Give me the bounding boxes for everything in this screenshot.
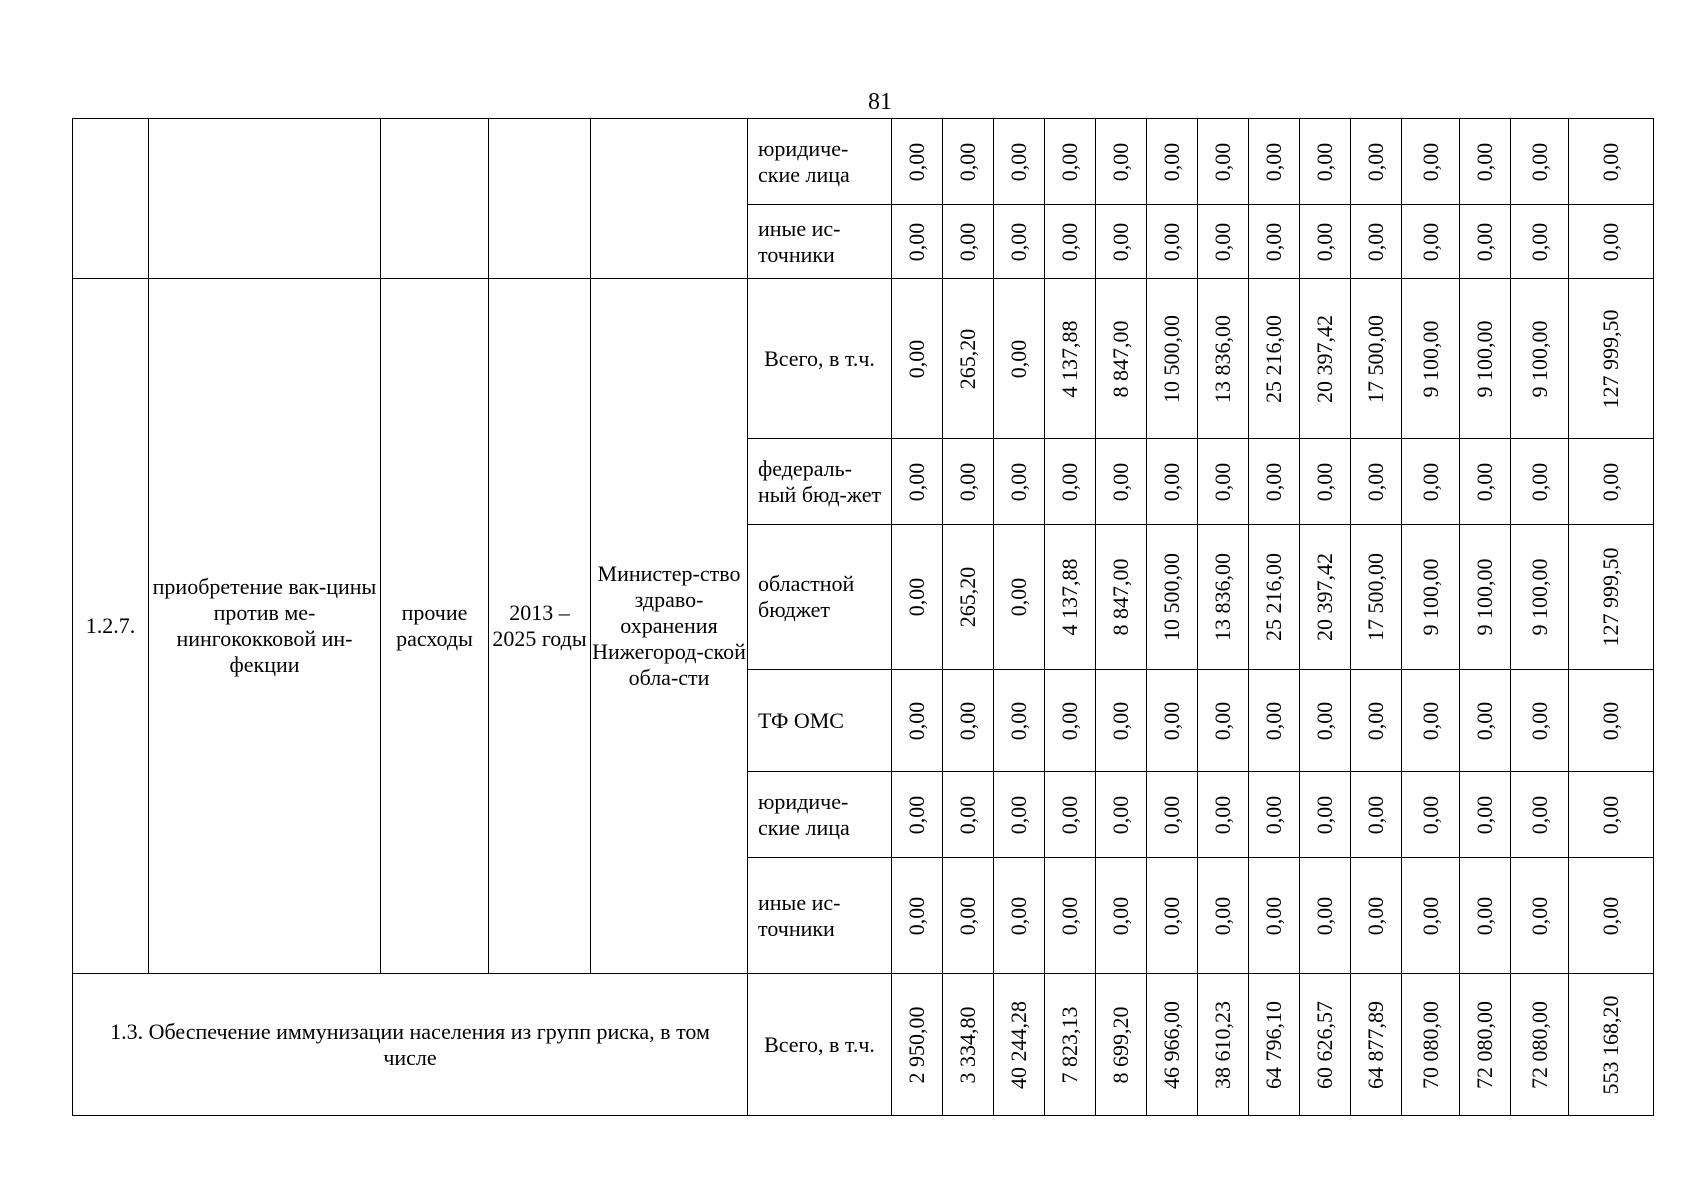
value-cell xyxy=(1402,439,1460,525)
value-text: 0,00 xyxy=(1598,795,1623,834)
value-text: 0,00 xyxy=(1210,142,1235,181)
value-cell xyxy=(1300,279,1351,439)
value-text: 4 137,88 xyxy=(1057,320,1082,397)
value-cell xyxy=(1402,119,1460,205)
value-cell xyxy=(1569,439,1654,525)
value-text: 13 836,00 xyxy=(1210,314,1235,403)
value-text: 0,00 xyxy=(1108,222,1133,261)
value-cell xyxy=(1300,670,1351,772)
value-cell xyxy=(1300,439,1351,525)
value-cell xyxy=(892,772,943,858)
value-text: 0,00 xyxy=(1108,142,1133,181)
value-text: 0,00 xyxy=(1057,701,1082,740)
value-cell xyxy=(1511,205,1569,279)
value-cell xyxy=(1300,858,1351,974)
value-text: 8 699,20 xyxy=(1108,1006,1133,1083)
value-cell xyxy=(1198,119,1249,205)
source-label: юридиче-ские лица xyxy=(748,772,892,858)
section-title: 1.3. Обеспечение иммунизации населения из групп риска, в том числе xyxy=(73,974,748,1116)
value-cell xyxy=(943,279,994,439)
value-cell xyxy=(994,525,1045,670)
value-cell xyxy=(1569,772,1654,858)
value-cell xyxy=(1511,772,1569,858)
value-cell xyxy=(1460,670,1511,772)
value-cell xyxy=(1198,974,1249,1116)
value-cell xyxy=(1147,670,1198,772)
value-cell xyxy=(892,279,943,439)
value-text: 3 334,80 xyxy=(955,1006,980,1083)
value-cell xyxy=(1147,119,1198,205)
value-cell xyxy=(1096,439,1147,525)
value-text: 0,00 xyxy=(1057,896,1082,935)
value-text: 0,00 xyxy=(1261,142,1286,181)
value-text: 0,00 xyxy=(1312,462,1337,501)
value-text: 72 080,00 xyxy=(1526,1000,1552,1089)
value-text: 0,00 xyxy=(1261,795,1286,834)
value-cell xyxy=(1569,858,1654,974)
value-cell xyxy=(1569,974,1654,1116)
value-cell xyxy=(1511,439,1569,525)
value-text: 0,00 xyxy=(1312,795,1337,834)
source-label: иные ис-точники xyxy=(748,205,892,279)
value-text: 0,00 xyxy=(1159,142,1184,181)
value-cell xyxy=(1351,772,1402,858)
value-text: 0,00 xyxy=(1417,222,1443,261)
value-text: 265,20 xyxy=(955,328,980,389)
section-label: Всего, в т.ч. xyxy=(748,974,892,1116)
value-text: 0,00 xyxy=(1006,339,1031,378)
value-text: 0,00 xyxy=(904,339,929,378)
value-cell xyxy=(1351,439,1402,525)
value-text: 0,00 xyxy=(1472,222,1497,261)
value-cell xyxy=(1249,119,1300,205)
value-text: 10 500,00 xyxy=(1159,553,1184,641)
value-cell xyxy=(1249,858,1300,974)
value-cell xyxy=(1569,670,1654,772)
value-text: 46 966,00 xyxy=(1159,1000,1184,1089)
value-cell xyxy=(1402,525,1460,670)
value-cell xyxy=(1569,279,1654,439)
value-text: 0,00 xyxy=(1417,896,1443,935)
value-cell xyxy=(892,439,943,525)
value-text: 0,00 xyxy=(904,701,929,740)
value-cell xyxy=(1511,279,1569,439)
value-text: 72 080,00 xyxy=(1472,1000,1497,1089)
value-text: 20 397,42 xyxy=(1312,553,1337,641)
value-text: 7 823,13 xyxy=(1057,1006,1082,1083)
value-text: 9 100,00 xyxy=(1472,320,1497,397)
value-cell xyxy=(1300,772,1351,858)
value-cell xyxy=(1045,439,1096,525)
source-label: ТФ ОМС xyxy=(748,670,892,772)
value-cell xyxy=(1147,974,1198,1116)
value-cell xyxy=(1198,670,1249,772)
value-text: 0,00 xyxy=(1598,701,1623,740)
item-type: прочие расходы xyxy=(381,279,489,974)
value-text: 0,00 xyxy=(1363,462,1388,501)
value-text: 2 950,00 xyxy=(904,1006,929,1083)
value-cell xyxy=(943,772,994,858)
value-text: 0,00 xyxy=(1006,222,1031,261)
value-cell xyxy=(1045,279,1096,439)
value-text: 8 847,00 xyxy=(1108,320,1133,397)
item-number: 1.2.7. xyxy=(73,279,149,974)
value-cell xyxy=(1198,205,1249,279)
value-text: 0,00 xyxy=(1598,222,1623,261)
value-cell xyxy=(892,525,943,670)
value-text: 553 168,20 xyxy=(1598,995,1623,1094)
source-label: Всего, в т.ч. xyxy=(748,279,892,439)
value-text: 0,00 xyxy=(955,701,980,740)
value-text: 25 216,00 xyxy=(1261,553,1286,641)
value-cell xyxy=(1460,974,1511,1116)
value-text: 0,00 xyxy=(955,142,980,181)
value-cell xyxy=(1460,279,1511,439)
value-cell xyxy=(1511,858,1569,974)
value-cell xyxy=(1460,205,1511,279)
value-text: 0,00 xyxy=(1210,795,1235,834)
value-cell xyxy=(1096,974,1147,1116)
value-text: 0,00 xyxy=(955,795,980,834)
value-cell xyxy=(1300,119,1351,205)
value-cell xyxy=(1402,205,1460,279)
value-cell xyxy=(943,670,994,772)
value-text: 40 244,28 xyxy=(1006,1000,1031,1089)
value-cell xyxy=(1147,858,1198,974)
value-cell xyxy=(1460,439,1511,525)
value-text: 0,00 xyxy=(955,462,980,501)
value-cell xyxy=(1402,974,1460,1116)
value-text: 0,00 xyxy=(1210,896,1235,935)
page-number: 81 xyxy=(868,89,892,115)
value-cell xyxy=(1045,525,1096,670)
value-cell xyxy=(892,205,943,279)
value-text: 0,00 xyxy=(1006,701,1031,740)
empty-cell-executor xyxy=(591,119,748,279)
value-cell xyxy=(1402,670,1460,772)
value-cell xyxy=(1249,439,1300,525)
value-text: 9 100,00 xyxy=(1526,558,1552,636)
value-text: 0,00 xyxy=(1210,222,1235,261)
value-text: 0,00 xyxy=(1159,896,1184,935)
value-text: 0,00 xyxy=(1417,701,1443,740)
value-text: 0,00 xyxy=(1057,462,1082,501)
value-cell xyxy=(1096,525,1147,670)
value-cell xyxy=(1096,670,1147,772)
value-cell xyxy=(1569,525,1654,670)
table-row xyxy=(73,279,1654,439)
value-cell xyxy=(1460,119,1511,205)
value-cell xyxy=(1045,670,1096,772)
empty-cell-name xyxy=(149,119,381,279)
value-text: 9 100,00 xyxy=(1417,558,1443,636)
value-text: 0,00 xyxy=(904,142,929,181)
value-text: 0,00 xyxy=(1526,142,1552,181)
value-cell xyxy=(1249,670,1300,772)
value-cell xyxy=(1402,858,1460,974)
value-cell xyxy=(994,439,1045,525)
value-text: 0,00 xyxy=(904,462,929,501)
value-cell xyxy=(1045,858,1096,974)
value-text: 0,00 xyxy=(1108,795,1133,834)
item-executor: Министер-ство здраво-охранения Нижегород-ской обла-сти xyxy=(591,279,748,974)
value-cell xyxy=(1569,205,1654,279)
value-text: 0,00 xyxy=(904,896,929,935)
value-cell xyxy=(1045,119,1096,205)
value-text: 0,00 xyxy=(1006,462,1031,501)
value-text: 0,00 xyxy=(1598,142,1623,181)
value-text: 0,00 xyxy=(1108,462,1133,501)
value-cell xyxy=(892,670,943,772)
value-cell xyxy=(943,119,994,205)
value-text: 0,00 xyxy=(1472,462,1497,501)
value-cell xyxy=(1147,772,1198,858)
value-cell xyxy=(1460,772,1511,858)
value-cell xyxy=(1045,772,1096,858)
value-text: 127 999,50 xyxy=(1598,309,1623,408)
value-text: 0,00 xyxy=(1526,795,1552,834)
empty-cell-number xyxy=(73,119,149,279)
value-cell xyxy=(1147,279,1198,439)
value-text: 0,00 xyxy=(1417,462,1443,501)
value-text: 0,00 xyxy=(1363,142,1388,181)
empty-cell-period xyxy=(489,119,591,279)
value-text: 64 877,89 xyxy=(1363,1000,1388,1089)
value-cell xyxy=(1511,670,1569,772)
value-cell xyxy=(943,525,994,670)
value-text: 0,00 xyxy=(1006,577,1031,617)
value-cell xyxy=(1096,858,1147,974)
value-text: 64 796,10 xyxy=(1261,1000,1286,1089)
value-text: 9 100,00 xyxy=(1526,320,1552,397)
value-cell xyxy=(1300,974,1351,1116)
value-cell xyxy=(1351,974,1402,1116)
value-cell xyxy=(1460,858,1511,974)
value-text: 0,00 xyxy=(1006,795,1031,834)
value-cell xyxy=(1096,119,1147,205)
value-text: 4 137,88 xyxy=(1057,558,1082,636)
value-text: 0,00 xyxy=(1363,222,1388,261)
value-cell xyxy=(1249,772,1300,858)
value-cell xyxy=(1045,205,1096,279)
value-text: 17 500,00 xyxy=(1363,553,1388,641)
value-text: 0,00 xyxy=(1472,701,1497,740)
section-row xyxy=(73,974,1654,1116)
value-cell xyxy=(1198,439,1249,525)
value-text: 8 847,00 xyxy=(1108,558,1133,636)
table-row xyxy=(73,119,1654,205)
value-text: 0,00 xyxy=(1057,222,1082,261)
value-text: 0,00 xyxy=(1312,142,1337,181)
value-text: 0,00 xyxy=(1159,462,1184,501)
value-text: 0,00 xyxy=(1417,142,1443,181)
value-cell xyxy=(892,858,943,974)
value-cell xyxy=(1569,119,1654,205)
value-cell xyxy=(1511,525,1569,670)
value-cell xyxy=(943,439,994,525)
value-text: 0,00 xyxy=(1312,222,1337,261)
value-text: 0,00 xyxy=(1598,896,1623,935)
value-cell xyxy=(1198,279,1249,439)
value-text: 38 610,23 xyxy=(1210,1000,1235,1089)
value-text: 0,00 xyxy=(1417,795,1443,834)
value-cell xyxy=(1096,279,1147,439)
source-label: иные ис-точники xyxy=(748,858,892,974)
value-text: 0,00 xyxy=(1472,795,1497,834)
value-cell xyxy=(1198,772,1249,858)
value-text: 0,00 xyxy=(1057,795,1082,834)
value-cell xyxy=(1096,205,1147,279)
value-cell xyxy=(1351,525,1402,670)
value-text: 0,00 xyxy=(1006,142,1031,181)
value-text: 0,00 xyxy=(1472,142,1497,181)
value-cell xyxy=(1045,974,1096,1116)
value-cell xyxy=(892,974,943,1116)
value-cell xyxy=(1511,974,1569,1116)
value-cell xyxy=(1300,525,1351,670)
value-text: 0,00 xyxy=(1363,701,1388,740)
value-text: 17 500,00 xyxy=(1363,314,1388,403)
value-text: 0,00 xyxy=(955,896,980,935)
value-cell xyxy=(1351,670,1402,772)
value-text: 0,00 xyxy=(1108,701,1133,740)
value-cell xyxy=(994,772,1045,858)
value-cell xyxy=(994,670,1045,772)
value-cell xyxy=(1249,525,1300,670)
value-cell xyxy=(1198,858,1249,974)
value-cell xyxy=(1147,439,1198,525)
value-text: 0,00 xyxy=(1526,701,1552,740)
value-text: 0,00 xyxy=(1108,896,1133,935)
value-cell xyxy=(1402,279,1460,439)
value-cell xyxy=(1249,205,1300,279)
value-text: 25 216,00 xyxy=(1261,314,1286,403)
source-label: юридиче-ские лица xyxy=(748,119,892,205)
source-label: областной бюджет xyxy=(748,525,892,670)
value-cell xyxy=(1402,772,1460,858)
value-text: 0,00 xyxy=(1057,142,1082,181)
value-cell xyxy=(1460,525,1511,670)
value-text: 10 500,00 xyxy=(1159,314,1184,403)
value-cell xyxy=(994,974,1045,1116)
value-text: 0,00 xyxy=(1472,896,1497,935)
value-text: 0,00 xyxy=(1210,701,1235,740)
value-cell xyxy=(1351,119,1402,205)
value-text: 0,00 xyxy=(1159,701,1184,740)
value-text: 0,00 xyxy=(904,222,929,261)
value-text: 0,00 xyxy=(904,795,929,834)
value-text: 0,00 xyxy=(1210,462,1235,501)
value-cell xyxy=(892,119,943,205)
value-cell xyxy=(1249,974,1300,1116)
value-cell xyxy=(1351,858,1402,974)
value-cell xyxy=(1249,279,1300,439)
value-text: 13 836,00 xyxy=(1210,553,1235,641)
source-label: федераль-ный бюд-жет xyxy=(748,439,892,525)
value-cell xyxy=(1300,205,1351,279)
value-text: 0,00 xyxy=(904,577,929,617)
value-cell xyxy=(943,205,994,279)
value-text: 0,00 xyxy=(1363,795,1388,834)
value-cell xyxy=(1198,525,1249,670)
empty-cell-type xyxy=(381,119,489,279)
value-text: 60 626,57 xyxy=(1312,1000,1337,1089)
value-text: 0,00 xyxy=(1006,896,1031,935)
value-text: 265,20 xyxy=(955,566,980,628)
value-cell xyxy=(1351,205,1402,279)
value-cell xyxy=(1147,525,1198,670)
value-text: 0,00 xyxy=(1526,896,1552,935)
value-text: 0,00 xyxy=(1261,462,1286,501)
item-name: приобретение вак-цины против ме-нингококковой ин-фекции xyxy=(149,279,381,974)
value-text: 0,00 xyxy=(1159,222,1184,261)
value-cell xyxy=(943,974,994,1116)
value-text: 20 397,42 xyxy=(1312,314,1337,403)
value-cell xyxy=(994,205,1045,279)
value-cell xyxy=(1096,772,1147,858)
value-text: 0,00 xyxy=(1261,896,1286,935)
value-text: 0,00 xyxy=(1261,222,1286,261)
value-text: 0,00 xyxy=(1261,701,1286,740)
item-period: 2013 – 2025 годы xyxy=(489,279,591,974)
value-text: 9 100,00 xyxy=(1472,558,1497,636)
value-text: 0,00 xyxy=(1363,896,1388,935)
value-text: 0,00 xyxy=(1526,462,1552,501)
value-text: 0,00 xyxy=(1526,222,1552,261)
value-text: 0,00 xyxy=(1598,462,1623,501)
value-text: 0,00 xyxy=(955,222,980,261)
value-text: 70 080,00 xyxy=(1417,1000,1443,1089)
value-text: 0,00 xyxy=(1312,701,1337,740)
value-text: 0,00 xyxy=(1159,795,1184,834)
value-text: 0,00 xyxy=(1312,896,1337,935)
value-cell xyxy=(943,858,994,974)
value-cell xyxy=(1147,205,1198,279)
value-cell xyxy=(994,279,1045,439)
value-text: 127 999,50 xyxy=(1598,547,1623,647)
value-cell xyxy=(1511,119,1569,205)
value-cell xyxy=(994,119,1045,205)
value-text: 9 100,00 xyxy=(1417,320,1443,397)
value-cell xyxy=(994,858,1045,974)
funding-table xyxy=(72,118,1654,1116)
value-cell xyxy=(1351,279,1402,439)
